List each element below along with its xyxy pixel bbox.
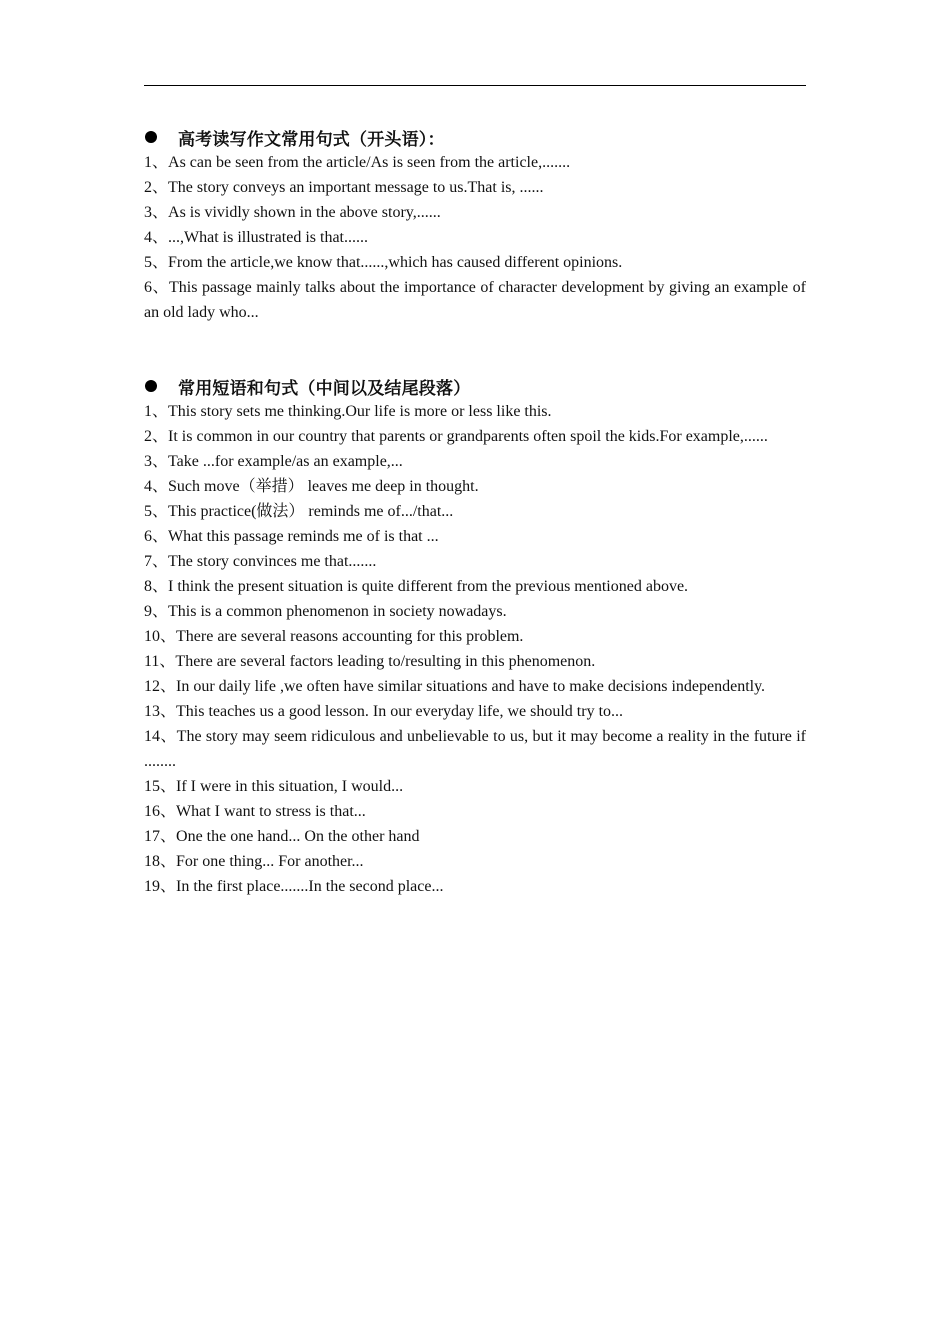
phrase-list [144, 399, 806, 899]
list-item [144, 849, 806, 874]
item-number: 19、 [144, 878, 177, 895]
item-number: 13、 [144, 703, 177, 720]
list-item [144, 225, 806, 250]
list-item [144, 449, 806, 474]
item-text: One the one hand... On the other hand [176, 828, 420, 845]
item-number: 14、 [144, 728, 177, 745]
list-item [144, 399, 806, 424]
item-number: 1、 [144, 154, 169, 171]
list-item [144, 150, 806, 175]
item-text: If I were in this situation, I would... [176, 778, 404, 795]
item-text: The story convinces me that....... [168, 553, 377, 570]
bullet-icon [145, 380, 157, 392]
list-item [144, 175, 806, 200]
item-text: This is a common phenomenon in society nowadays. [168, 603, 507, 620]
list-item [144, 649, 806, 674]
item-text: There are several reasons accounting for this problem. [176, 628, 524, 645]
item-text: In the first place.......In the second place... [176, 878, 444, 895]
list-item [144, 624, 806, 649]
bullet-icon [145, 131, 157, 143]
list-item [144, 799, 806, 824]
list-item [144, 524, 806, 549]
section-heading [144, 124, 806, 150]
item-text: What this passage reminds me of is that ... [168, 528, 439, 545]
item-number: 11、 [144, 653, 176, 670]
item-text: This passage mainly talks about the importance of character development by giving an example of an old lady who... [144, 279, 806, 321]
section-middle-ending-phrases [144, 373, 806, 899]
item-number: 7、 [144, 553, 169, 570]
header-rule [144, 85, 806, 86]
item-number: 1、 [144, 403, 169, 420]
item-text: Take ...for example/as an example,... [168, 453, 403, 470]
item-text: There are several factors leading to/resulting in this phenomenon. [175, 653, 596, 670]
item-number: 4、 [144, 478, 169, 495]
list-item [144, 574, 806, 599]
item-text: This story sets me thinking.Our life is more or less like this. [168, 403, 552, 420]
list-item [144, 599, 806, 624]
item-number: 3、 [144, 204, 169, 221]
item-text: Such move（举措） leaves me deep in thought. [168, 478, 479, 495]
item-text: I think the present situation is quite different from the previous mentioned above. [168, 578, 689, 595]
item-text: The story conveys an important message to us.That is, ...... [168, 179, 544, 196]
item-text: ...,What is illustrated is that...... [168, 229, 368, 246]
item-text: This practice(做法） reminds me of.../that... [168, 503, 454, 520]
item-number: 15、 [144, 778, 177, 795]
list-item [144, 424, 806, 449]
list-item [144, 724, 806, 774]
item-text: What I want to stress is that... [176, 803, 366, 820]
item-number: 4、 [144, 229, 169, 246]
item-number: 10、 [144, 628, 177, 645]
item-text: In our daily life ,we often have similar situations and have to make decisions independently. [176, 678, 766, 695]
list-item [144, 874, 806, 899]
item-text: The story may seem ridiculous and unbelievable to us, but it may become a reality in the future if ........ [144, 728, 806, 770]
item-number: 6、 [144, 528, 169, 545]
list-item [144, 200, 806, 225]
item-number: 6、 [144, 279, 169, 296]
section-opening-sentences [144, 124, 806, 325]
list-item [144, 275, 806, 325]
item-number: 5、 [144, 254, 169, 271]
item-number: 18、 [144, 853, 177, 870]
item-text: This teaches us a good lesson. In our everyday life, we should try to... [176, 703, 624, 720]
list-item [144, 674, 806, 699]
item-number: 12、 [144, 678, 177, 695]
item-number: 17、 [144, 828, 177, 845]
item-number: 2、 [144, 179, 169, 196]
item-number: 2、 [144, 428, 169, 445]
sentence-list [144, 150, 806, 325]
item-number: 3、 [144, 453, 169, 470]
item-text: From the article,we know that......,which has caused different opinions. [168, 254, 623, 271]
list-item [144, 774, 806, 799]
list-item [144, 549, 806, 574]
list-item [144, 824, 806, 849]
list-item [144, 499, 806, 524]
item-number: 5、 [144, 503, 169, 520]
item-text: It is common in our country that parents or grandparents often spoil the kids.For example,...... [168, 428, 768, 445]
section-heading [144, 373, 806, 399]
item-text: As can be seen from the article/As is seen from the article,....... [168, 154, 571, 171]
list-item [144, 699, 806, 724]
list-item [144, 474, 806, 499]
list-item [144, 250, 806, 275]
item-text: For one thing... For another... [176, 853, 364, 870]
section-heading-text: 高考读写作文常用句式（开头语）： [178, 129, 445, 150]
item-number: 9、 [144, 603, 169, 620]
item-number: 8、 [144, 578, 169, 595]
section-heading-text: 常用短语和句式（中间以及结尾段落） [178, 378, 471, 399]
item-number: 16、 [144, 803, 177, 820]
item-text: As is vividly shown in the above story,...... [168, 204, 441, 221]
